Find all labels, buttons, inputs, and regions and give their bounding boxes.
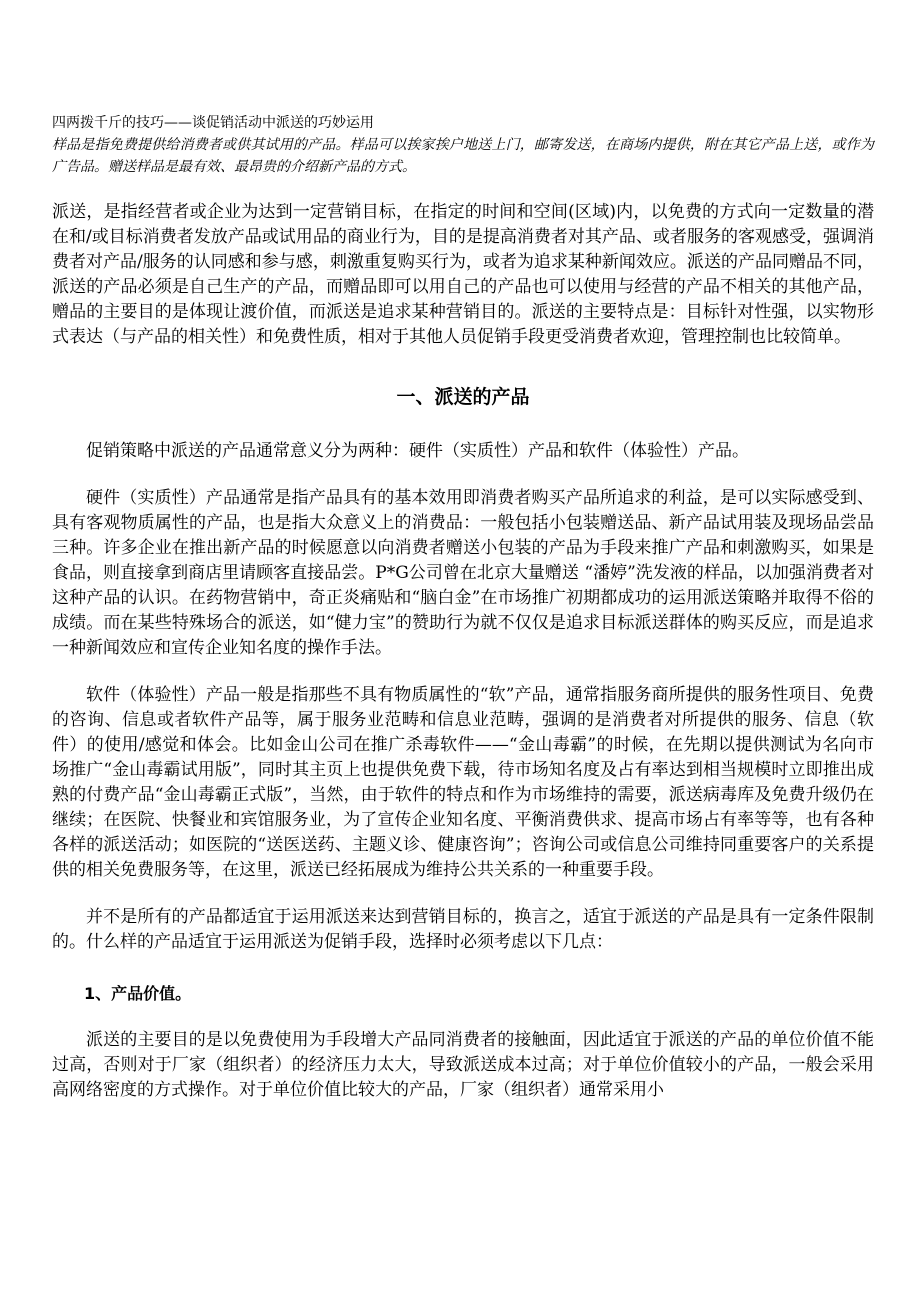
software-product-paragraph: 软件（体验性）产品一般是指那些不具有物质属性的“软”产品，通常指服务商所提供的服务性项目、免费的咨询、信息或者软件产品等，属于服务业范畴和信息业范畴，强调的是消费者对所提供的服务、信息（软件）的使用/感觉和体会。比如金山公司在推广杀毒软件——“金山毒霸”的时候，在先期以提供测试为名向市场推广“金山毒霸试用版”，同时其主页上也提供免费下载，待市场知名度及占有率达到相当规模时立即推出成熟的付费产品“金山毒霸正式版”，当然，由于软件的特点和作为市场维持的需要，派送病毒库及免费升级仍在继续；在医院、快餐业和宾馆服务业，为了宣传企业知名度、平衡消费供求、提高市场占有率等等，也有各种各样的派送活动；如医院的“送医送药、主题义诊、健康咨询”；咨询公司或信息公司维持同重要客户的关系提供的相关免费服务等，在这里，派送已经拓展成为维持公共关系的一种重要手段。 [52,685,874,880]
section-heading: 一、派送的产品 [396,386,530,408]
selection-criteria-paragraph: 并不是所有的产品都适宜于运用派送来达到营销目标的，换言之，适宜于派送的产品是具有一定条件限制的。什么样的产品适宜于运用派送为促销手段，选择时必须考虑以下几点： [52,907,874,952]
document-page [52,112,874,1103]
product-value-paragraph: 派送的主要目的是以免费使用为手段增大产品同消费者的接触面，因此适宜于派送的产品的单位价值不能过高，否则对于厂家（组织者）的经济压力太大，导致派送成本过高；对于单位价值较小的产品，一般会采用高网络密度的方式操作。对于单位价值比较大的产品，厂家（组织者）通常采用小 [52,1030,874,1100]
intro-paragraph: 样品是指免费提供给消费者或供其试用的产品。样品可以挨家挨户地送上门，邮寄发送，在商场内提供，附在其它产品上送，或作为广告品。赠送样品是最有效、最昂贵的介绍新产品的方式。 [52,137,874,175]
definition-paragraph: 派送，是指经营者或企业为达到一定营销目标，在指定的时间和空间(区域)内，以免费的方式向一定数量的潜在和/或目标消费者发放产品或试用品的商业行为，目的是提高消费者对其产品、或者服务的客观感受，强调消费者对产品/服务的认同感和参与感，刺激重复购买行为，或者为追求某种新闻效应。派送的产品同赠品不同，派送的产品必须是自己生产的产品，而赠品即可以用自己的产品也可以使用与经营的产品不相关的其他产品，赠品的主要目的是体现让渡价值，而派送是追求某种营销目的。派送的主要特点是：目标针对性强，以实物形式表达（与产品的相关性）和免费性质，相对于其他人员促销手段更受消费者欢迎，管理控制也比较简单。 [52,202,874,347]
subsection-heading: 1、产品价值。 [84,984,192,1003]
document-title: 四两拨千斤的技巧——谈促销活动中派送的巧妙运用 [52,115,374,131]
product-types-paragraph: 促销策略中派送的产品通常意义分为两种：硬件（实质性）产品和软件（体验性）产品。 [86,441,749,461]
hardware-product-paragraph: 硬件（实质性）产品通常是指产品具有的基本效用即消费者购买产品所追求的利益，是可以实际感受到、具有客观物质属性的产品，也是指大众意义上的消费品：一般包括小包装赠送品、新产品试用装及现场品尝品三种。许多企业在推出新产品的时候愿意以向消费者赠送小包装的产品为手段来推广产品和刺激购买，如果是食品，则直接拿到商店里请顾客直接品尝。P*G公司曾在北京大量赠送 “潘婷”洗发液的样品，以加强消费者对这种产品的认识。在药物营销中，奇正炎痛贴和“脑白金”在市场推广初期都成功的运用派送策略并取得不俗的成绩。而在某些特殊场合的派送，如“健力宝”的赞助行为就不仅仅是追求目标派送群体的购买反应，而是追求一种新闻效应和宣传企业知名度的操作手法。 [52,488,874,658]
